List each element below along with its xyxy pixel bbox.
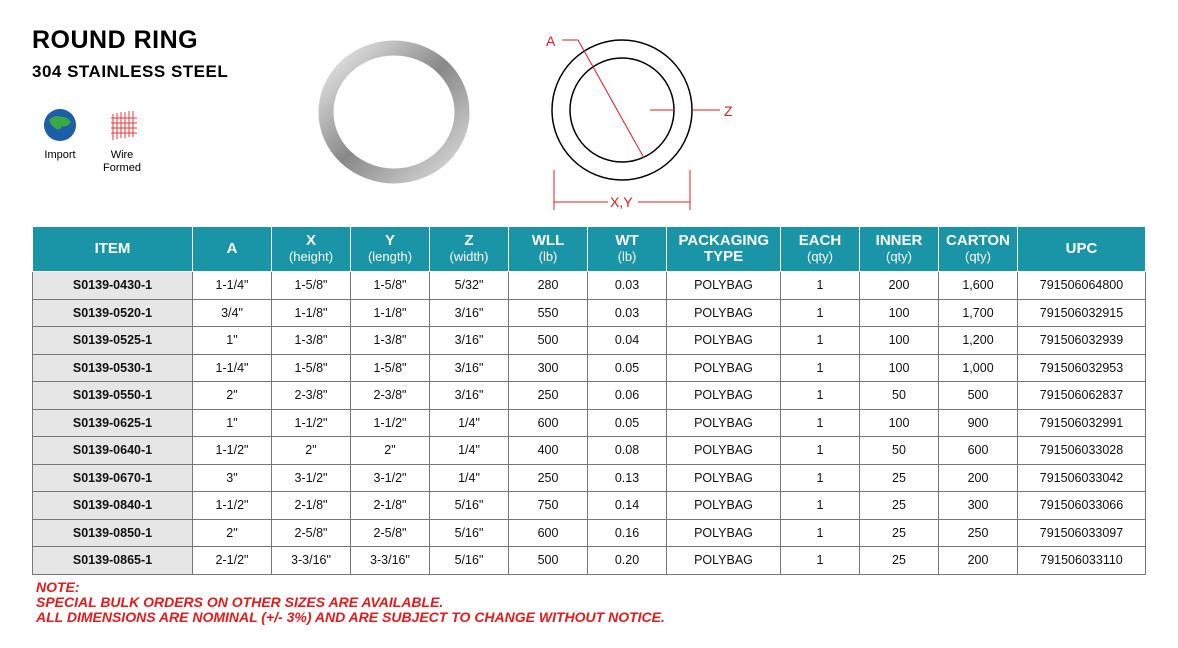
table-cell: 1,600 [939,272,1018,300]
column-header [33,227,193,272]
table-cell: 1 [781,519,860,547]
header-unit: (qty) [965,249,991,264]
table-cell: 3/4" [193,299,272,327]
table-cell: 1-1/2" [351,409,430,437]
column-header [509,227,588,272]
table-cell: 25 [860,464,939,492]
note-heading: NOTE: [36,579,80,595]
header-label: CARTON [946,232,1010,249]
table-row [33,382,1146,410]
table-cell: 1 [781,299,860,327]
table-cell: 5/16" [430,519,509,547]
table-cell: 50 [860,437,939,465]
item-cell: S0139-0530-1 [33,354,193,382]
table-cell: 3/16" [430,299,509,327]
table-cell: 791506033042 [1018,464,1146,492]
table-cell: 2" [272,437,351,465]
header-label: PACKAGING TYPE [678,232,770,265]
table-cell: 1-5/8" [272,272,351,300]
table-cell: 50 [860,382,939,410]
table-cell: 200 [860,272,939,300]
table-row [33,464,1146,492]
table-cell: 1-3/8" [351,327,430,355]
table-cell: 550 [509,299,588,327]
table-cell: POLYBAG [667,272,781,300]
specification-table [32,226,1146,575]
table-cell: 0.13 [588,464,667,492]
table-cell: 2-1/8" [272,492,351,520]
column-header [939,227,1018,272]
table-cell: 0.06 [588,382,667,410]
table-cell: 1 [781,547,860,575]
table-cell: 100 [860,409,939,437]
table-cell: 3-3/16" [351,547,430,575]
header-unit: (length) [367,249,413,264]
table-cell: 5/16" [430,492,509,520]
item-cell: S0139-0520-1 [33,299,193,327]
table-cell: 1" [193,409,272,437]
header-label: INNER [875,232,923,249]
column-header [272,227,351,272]
table-cell: 3-1/2" [351,464,430,492]
wire-mesh-icon [105,108,139,142]
table-cell: 1 [781,464,860,492]
table-row [33,437,1146,465]
table-cell: POLYBAG [667,299,781,327]
header-label: X [305,232,316,249]
column-header [430,227,509,272]
table-cell: 1 [781,382,860,410]
table-cell: 3" [193,464,272,492]
table-cell: 791506032915 [1018,299,1146,327]
table-row [33,327,1146,355]
import-label: Import [44,149,76,161]
wire-formed-label: Wire Formed [103,149,141,174]
table-cell: 0.03 [588,299,667,327]
table-cell: 1 [781,409,860,437]
dimension-z-label: Z [724,103,733,119]
header-label: ITEM [94,240,131,257]
table-cell: 750 [509,492,588,520]
table-cell: 500 [509,327,588,355]
table-cell: 900 [939,409,1018,437]
header-unit: (height) [288,249,334,264]
column-header [860,227,939,272]
table-row [33,492,1146,520]
globe-icon [43,108,77,142]
item-cell: S0139-0850-1 [33,519,193,547]
table-cell: 1-3/8" [272,327,351,355]
ring-product-image [316,40,476,188]
table-cell: 1-5/8" [351,272,430,300]
table-row [33,547,1146,575]
table-cell: POLYBAG [667,519,781,547]
column-header [351,227,430,272]
table-cell: 0.05 [588,409,667,437]
table-cell: 5/16" [430,547,509,575]
table-cell: 1-1/2" [193,437,272,465]
table-cell: 1 [781,272,860,300]
table-cell: 1-1/2" [272,409,351,437]
wire-formed-badge [97,108,147,175]
dimension-a-label: A [546,33,556,49]
column-header [588,227,667,272]
page-subtitle: 304 STAINLESS STEEL [32,62,229,81]
table-cell: POLYBAG [667,327,781,355]
table-cell: 2" [193,519,272,547]
header-unit: (width) [449,249,489,264]
item-cell: S0139-0865-1 [33,547,193,575]
table-cell: POLYBAG [667,409,781,437]
table-cell: 3/16" [430,327,509,355]
table-cell: 25 [860,547,939,575]
table-cell: POLYBAG [667,492,781,520]
table-cell: 1,200 [939,327,1018,355]
table-cell: 0.20 [588,547,667,575]
table-cell: 3-3/16" [272,547,351,575]
table-cell: 500 [939,382,1018,410]
notes [36,580,665,625]
item-cell: S0139-0625-1 [33,409,193,437]
table-cell: 791506064800 [1018,272,1146,300]
table-cell: 791506033066 [1018,492,1146,520]
table-cell: 1/4" [430,409,509,437]
table-cell: 791506033097 [1018,519,1146,547]
table-cell: 25 [860,492,939,520]
table-cell: POLYBAG [667,437,781,465]
table-row [33,409,1146,437]
table-cell: 100 [860,354,939,382]
dimension-xy-label: X,Y [610,194,633,210]
table-cell: 1/4" [430,437,509,465]
header-label: UPC [1065,240,1098,257]
item-cell: S0139-0525-1 [33,327,193,355]
table-cell: 100 [860,299,939,327]
table-cell: 1 [781,354,860,382]
note-line: ALL DIMENSIONS ARE NOMINAL (+/- 3%) AND ARE SUBJECT TO CHANGE WITHOUT NOTICE. [36,609,665,625]
import-badge [35,108,85,161]
table-cell: 250 [509,464,588,492]
table-cell: POLYBAG [667,382,781,410]
table-row [33,299,1146,327]
table-cell: 25 [860,519,939,547]
table-cell: POLYBAG [667,547,781,575]
item-cell: S0139-0840-1 [33,492,193,520]
column-header [667,227,781,272]
note-line: SPECIAL BULK ORDERS ON OTHER SIZES ARE AVAILABLE. [36,594,444,610]
page-title: ROUND RING [32,26,199,54]
table-cell: 300 [939,492,1018,520]
table-cell: 400 [509,437,588,465]
item-cell: S0139-0640-1 [33,437,193,465]
table-cell: 791506032939 [1018,327,1146,355]
table-cell: 600 [509,409,588,437]
header-unit: (lb) [617,249,637,264]
header-unit: (qty) [807,249,833,264]
table-cell: 1 [781,437,860,465]
table-row [33,519,1146,547]
table-cell: 250 [939,519,1018,547]
table-cell: 0.04 [588,327,667,355]
table-cell: 280 [509,272,588,300]
table-cell: 3/16" [430,382,509,410]
table-cell: 1-1/4" [193,354,272,382]
header-label: Z [464,232,474,249]
table-cell: 791506033110 [1018,547,1146,575]
table-cell: 791506032953 [1018,354,1146,382]
table-cell: 0.16 [588,519,667,547]
table-cell: 2-5/8" [351,519,430,547]
table-row [33,354,1146,382]
table-cell: 2-3/8" [272,382,351,410]
table-cell: 300 [509,354,588,382]
table-cell: 1-1/4" [193,272,272,300]
table-cell: 1-1/8" [272,299,351,327]
item-cell: S0139-0670-1 [33,464,193,492]
table-cell: 3/16" [430,354,509,382]
ring-dimension-diagram [540,30,760,215]
table-cell: 1-5/8" [351,354,430,382]
header-unit: (qty) [886,249,912,264]
table-cell: 1-1/2" [193,492,272,520]
header-label: WLL [531,232,565,249]
header-label: EACH [798,232,842,249]
table-cell: 200 [939,464,1018,492]
table-cell: 1,000 [939,354,1018,382]
table-cell: 0.03 [588,272,667,300]
column-header [193,227,272,272]
table-cell: 2" [193,382,272,410]
table-cell: POLYBAG [667,354,781,382]
column-header [1018,227,1146,272]
table-cell: 2-1/2" [193,547,272,575]
table-cell: 2" [351,437,430,465]
table-cell: 250 [509,382,588,410]
table-cell: 200 [939,547,1018,575]
table-cell: 100 [860,327,939,355]
table-cell: 0.14 [588,492,667,520]
table-row [33,272,1146,300]
table-cell: 1-1/8" [351,299,430,327]
table-cell: 1" [193,327,272,355]
table-cell: 5/32" [430,272,509,300]
table-cell: 791506032991 [1018,409,1146,437]
header-label: Y [384,232,395,249]
table-cell: 2-3/8" [351,382,430,410]
table-cell: 2-5/8" [272,519,351,547]
table-cell: 0.08 [588,437,667,465]
table-cell: 600 [939,437,1018,465]
table-cell: 791506033028 [1018,437,1146,465]
header-label: A [226,240,238,257]
table-cell: 1 [781,327,860,355]
table-cell: 1,700 [939,299,1018,327]
table-cell: 1-5/8" [272,354,351,382]
header-unit: (lb) [538,249,558,264]
table-cell: 500 [509,547,588,575]
column-header [781,227,860,272]
table-cell: 2-1/8" [351,492,430,520]
item-cell: S0139-0430-1 [33,272,193,300]
table-cell: 0.05 [588,354,667,382]
table-cell: 1 [781,492,860,520]
header-label: WT [615,232,639,249]
table-cell: 791506062837 [1018,382,1146,410]
table-cell: 600 [509,519,588,547]
table-cell: POLYBAG [667,464,781,492]
table-cell: 1/4" [430,464,509,492]
item-cell: S0139-0550-1 [33,382,193,410]
table-cell: 3-1/2" [272,464,351,492]
